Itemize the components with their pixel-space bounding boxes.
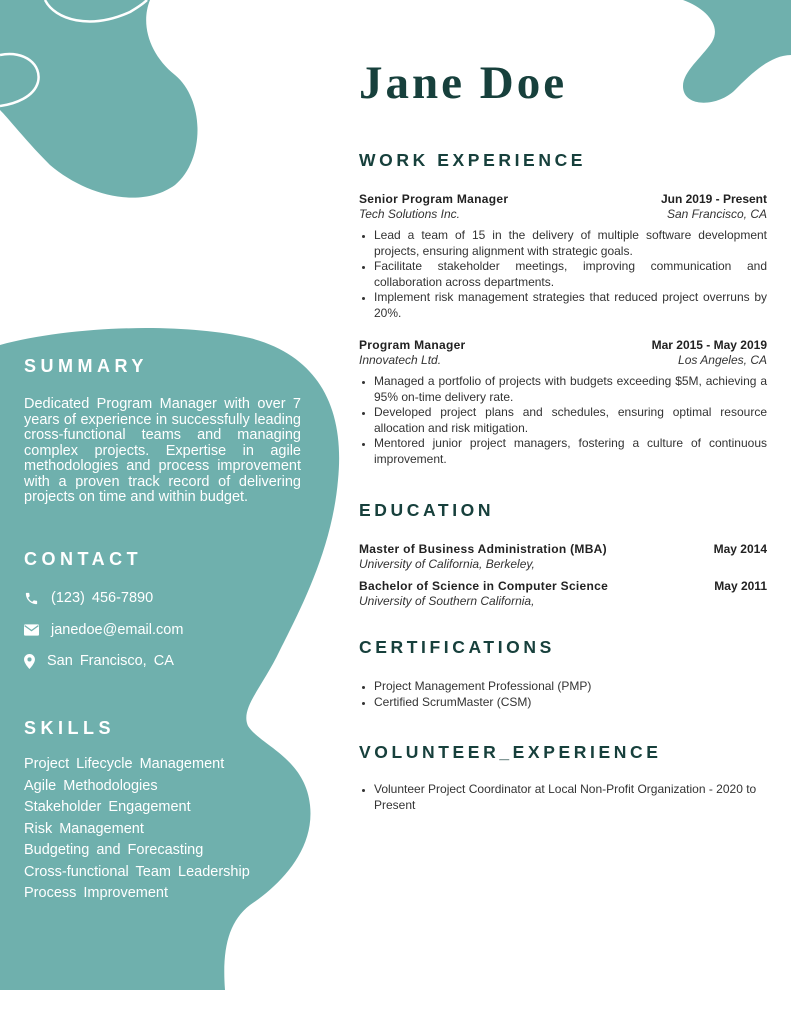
job-company: Innovatech Ltd. bbox=[359, 353, 442, 367]
work-experience-heading: WORK EXPERIENCE bbox=[359, 150, 587, 170]
location-pin-icon bbox=[24, 654, 35, 669]
job-company: Tech Solutions Inc. bbox=[359, 207, 460, 221]
job-bullet: • Developed project plans and schedules, ensuring optimal resource allocation and risk mitigation. bbox=[374, 405, 767, 436]
skills-list bbox=[24, 754, 250, 905]
education-heading: EDUCATION bbox=[359, 500, 495, 520]
certification-item: • Project Management Professional (PMP) bbox=[374, 679, 767, 695]
degree: Master of Business Administration (MBA) bbox=[359, 542, 607, 556]
skill-item: Project Lifecycle Management bbox=[24, 756, 225, 772]
job-dates: Mar 2015 - May 2019 bbox=[651, 338, 767, 352]
skills-heading: SKILLS bbox=[24, 718, 116, 738]
job-entry bbox=[359, 192, 767, 321]
contact-heading: CONTACT bbox=[24, 549, 143, 569]
job-bullet: • Implement risk management strategies that reduced project overruns by 20%. bbox=[374, 290, 767, 321]
phone-icon bbox=[24, 591, 39, 606]
job-title: Senior Program Manager bbox=[359, 192, 509, 206]
certification-item: • Certified ScrumMaster (CSM) bbox=[374, 695, 767, 711]
contact-location bbox=[24, 653, 174, 669]
volunteer-heading: VOLUNTEER_EXPERIENCE bbox=[359, 742, 662, 762]
candidate-name: Jane Doe bbox=[359, 57, 568, 109]
job-entry bbox=[359, 338, 767, 467]
email-text[interactable]: janedoe@email.com bbox=[51, 622, 184, 638]
volunteer-item: • Volunteer Project Coordinator at Local Non-Profit Organization - 2020 to Present bbox=[374, 782, 764, 813]
job-location: San Francisco, CA bbox=[666, 207, 767, 221]
skill-item: Agile Methodologies bbox=[24, 777, 158, 794]
phone-text[interactable]: (123) 456-7890 bbox=[51, 590, 154, 606]
skill-item: Budgeting and Forecasting bbox=[24, 842, 204, 858]
skill-item: Process Improvement bbox=[24, 885, 169, 901]
contact-email bbox=[24, 622, 183, 638]
job-bullets bbox=[359, 228, 767, 321]
school: University of California, Berkeley, bbox=[359, 557, 535, 571]
education-entry bbox=[359, 542, 767, 572]
education-entry bbox=[359, 579, 767, 609]
job-bullet: • Managed a portfolio of projects with budgets exceeding $5M, achieving a 95% on-time delivery rate. bbox=[374, 374, 767, 405]
job-location: Los Angeles, CA bbox=[678, 353, 767, 367]
summary-heading: SUMMARY bbox=[24, 356, 148, 376]
location-text: San Francisco, CA bbox=[47, 653, 174, 669]
certifications-heading: CERTIFICATIONS bbox=[359, 637, 555, 657]
mail-icon bbox=[24, 624, 39, 636]
skill-item: Risk Management bbox=[24, 820, 144, 837]
job-bullet: • Lead a team of 15 in the delivery of multiple software development projects, ensuring alignment with strategic goals. bbox=[374, 228, 767, 259]
degree-date: May 2014 bbox=[713, 542, 767, 556]
job-bullets bbox=[359, 374, 767, 467]
job-bullet: • Mentored junior project managers, fostering a culture of continuous improvement. bbox=[374, 436, 767, 467]
job-title: Program Manager bbox=[359, 338, 466, 352]
skill-item: Stakeholder Engagement bbox=[24, 799, 191, 815]
top-left-blob bbox=[0, 0, 198, 198]
degree: Bachelor of Science in Computer Science bbox=[359, 579, 609, 593]
contact-phone bbox=[24, 590, 153, 606]
job-dates: Jun 2019 - Present bbox=[660, 192, 767, 206]
job-bullet: • Facilitate stakeholder meetings, improving communication and collaboration across departments. bbox=[374, 259, 767, 290]
degree-date: May 2011 bbox=[714, 579, 767, 593]
certifications-list bbox=[359, 679, 767, 710]
summary-text: Dedicated Program Manager with over 7 years of experience in successfully leading cross-functional teams and managing complex projects. Expertise in agile methodologies and process improvement with a proven track record of delivering projects on time and within budget. bbox=[24, 396, 301, 505]
top-right-blob bbox=[683, 0, 791, 103]
skill-item: Cross-functional Team Leadership bbox=[24, 863, 250, 880]
volunteer-list bbox=[359, 782, 764, 813]
school: University of Southern California, bbox=[359, 594, 535, 608]
